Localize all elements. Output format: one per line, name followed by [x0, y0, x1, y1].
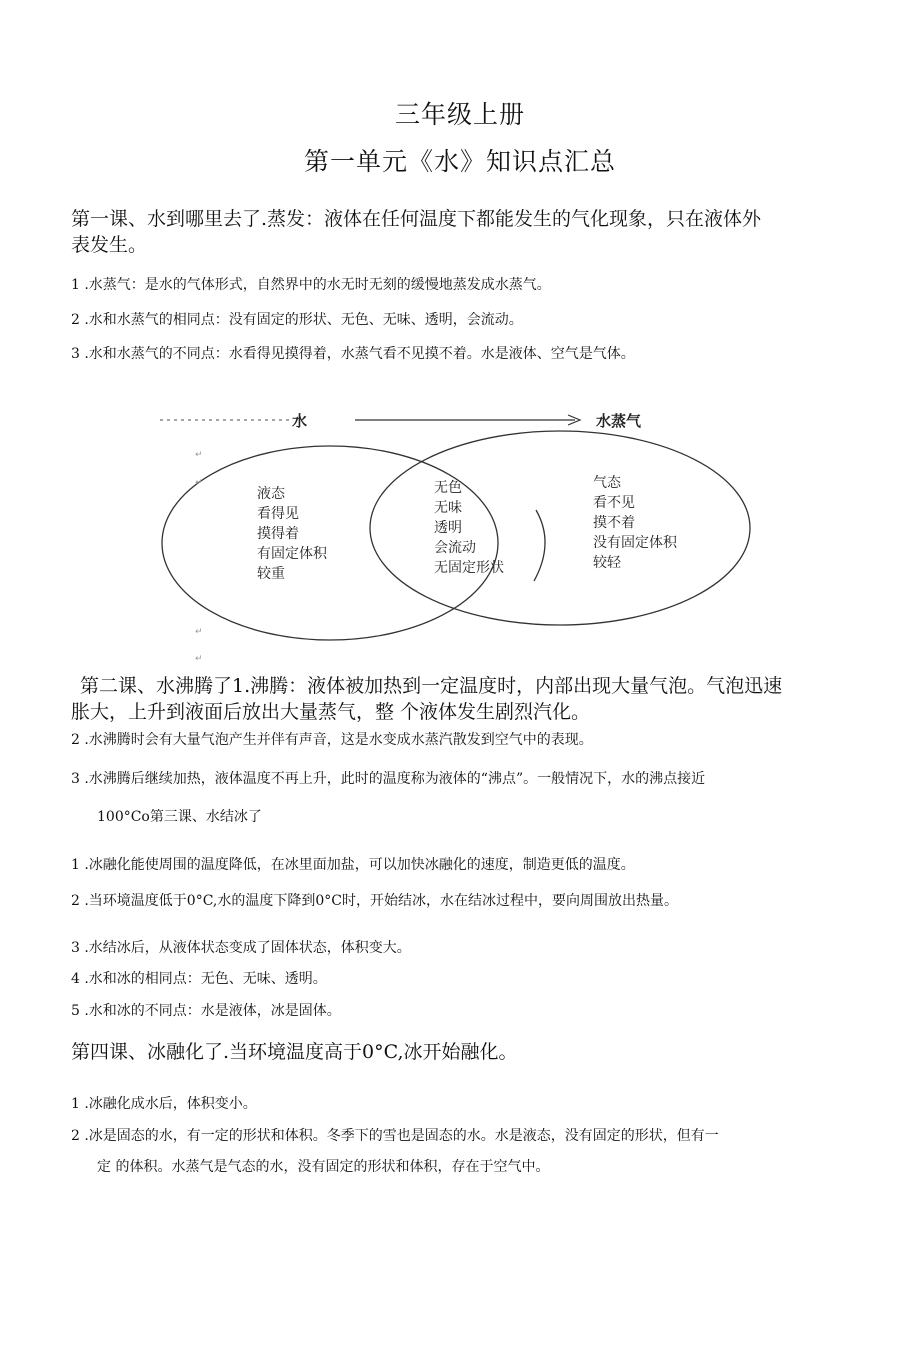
lesson4-item-continued: 定 的体积。水蒸气是气态的水，没有固定的形状和体积，存在于空气中。: [97, 1159, 550, 1175]
right-item: 看不见: [593, 495, 635, 511]
inner-arc: [534, 510, 545, 581]
return-mark: ↵: [195, 627, 203, 637]
left-item: 摸得着: [257, 526, 299, 542]
middle-item: 无味: [434, 500, 462, 516]
right-item: 摸不着: [593, 515, 635, 531]
lesson4-heading: 第四课、冰融化了.当环境温度高于0°C,冰开始融化。: [71, 1041, 518, 1063]
lesson2-item: 3 .水沸腾后继续加热，液体温度不再上升，此时的温度称为液体的“沸点”。一般情况下，水的沸点接近: [71, 771, 706, 787]
lesson1-item: 3 .水和水蒸气的不同点：水看得见摸得着，水蒸气看不见摸不着。水是液体、空气是气体。: [71, 346, 635, 362]
return-mark: ↵: [195, 654, 203, 664]
lesson2-item-continued: 100°Co第三课、水结冰了: [97, 809, 262, 825]
label-vapor: 水蒸气: [596, 412, 642, 430]
lesson2-heading-line1: 第二课、水沸腾了1.沸腾：液体被加热到一定温度时，内部出现大量气泡。气泡迅速: [80, 675, 783, 697]
left-item: 较重: [257, 566, 285, 582]
lesson1-heading-line1: 第一课、水到哪里去了.蒸发：液体在任何温度下都能发生的气化现象，只在液体外: [71, 208, 762, 230]
vapor-ellipse: [370, 431, 750, 625]
lesson3-item: 1 .冰融化能使周围的温度降低，在冰里面加盐，可以加快冰融化的速度，制造更低的温度。: [71, 857, 635, 873]
right-item: 气态: [593, 475, 621, 491]
return-mark: ↵: [195, 450, 203, 460]
lesson4-item: 1 .冰融化成水后，体积变小。: [71, 1096, 257, 1112]
right-item: 较轻: [593, 555, 621, 571]
lesson2-heading-line2: 胀大，上升到液面后放出大量蒸气，整 个液体发生剧烈汽化。: [71, 701, 591, 723]
label-water: 水: [292, 412, 308, 430]
left-item: 液态: [257, 486, 285, 502]
lesson1-item: 2 .水和水蒸气的相同点：没有固定的形状、无色、无味、透明，会流动。: [71, 312, 523, 328]
right-item: 没有固定体积: [593, 535, 677, 551]
middle-item: 会流动: [434, 540, 476, 556]
lesson3-item: 3 .水结冰后，从液体状态变成了固体状态，体积变大。: [71, 940, 411, 956]
lesson3-item: 4 .水和冰的相同点：无色、无味、透明。: [71, 971, 327, 987]
lesson3-item: 5 .水和冰的不同点：水是液体，冰是固体。: [71, 1003, 341, 1019]
page-subtitle: 第一单元《水》知识点汇总: [303, 147, 616, 176]
lesson1-item: 1 .水蒸气：是水的气体形式，自然界中的水无时无刻的缓慢地蒸发成水蒸气。: [71, 277, 551, 293]
lesson4-item: 2 .冰是固态的水，有一定的形状和体积。冬季下的雪也是固态的水。水是液态，没有固定的形状，但有一: [71, 1128, 719, 1144]
page-title: 三年级上册: [394, 100, 525, 129]
middle-item: 无色: [434, 480, 462, 496]
lesson2-item: 2 .水沸腾时会有大量气泡产生并伴有声音，这是水变成水蒸汽散发到空气中的表现。: [71, 732, 593, 748]
lesson3-item: 2 .当环境温度低于0°C,水的温度下降到0°C时，开始结冰，水在结冰过程中，要向周围放出热量。: [71, 893, 678, 909]
left-item: 有固定体积: [257, 546, 327, 562]
return-mark: ↵: [195, 478, 203, 488]
middle-item: 无固定形状: [434, 560, 504, 576]
venn-diagram: [150, 398, 770, 668]
middle-item: 透明: [434, 520, 462, 536]
lesson1-heading-line2: 表发生。: [71, 234, 148, 256]
left-item: 看得见: [257, 506, 299, 522]
